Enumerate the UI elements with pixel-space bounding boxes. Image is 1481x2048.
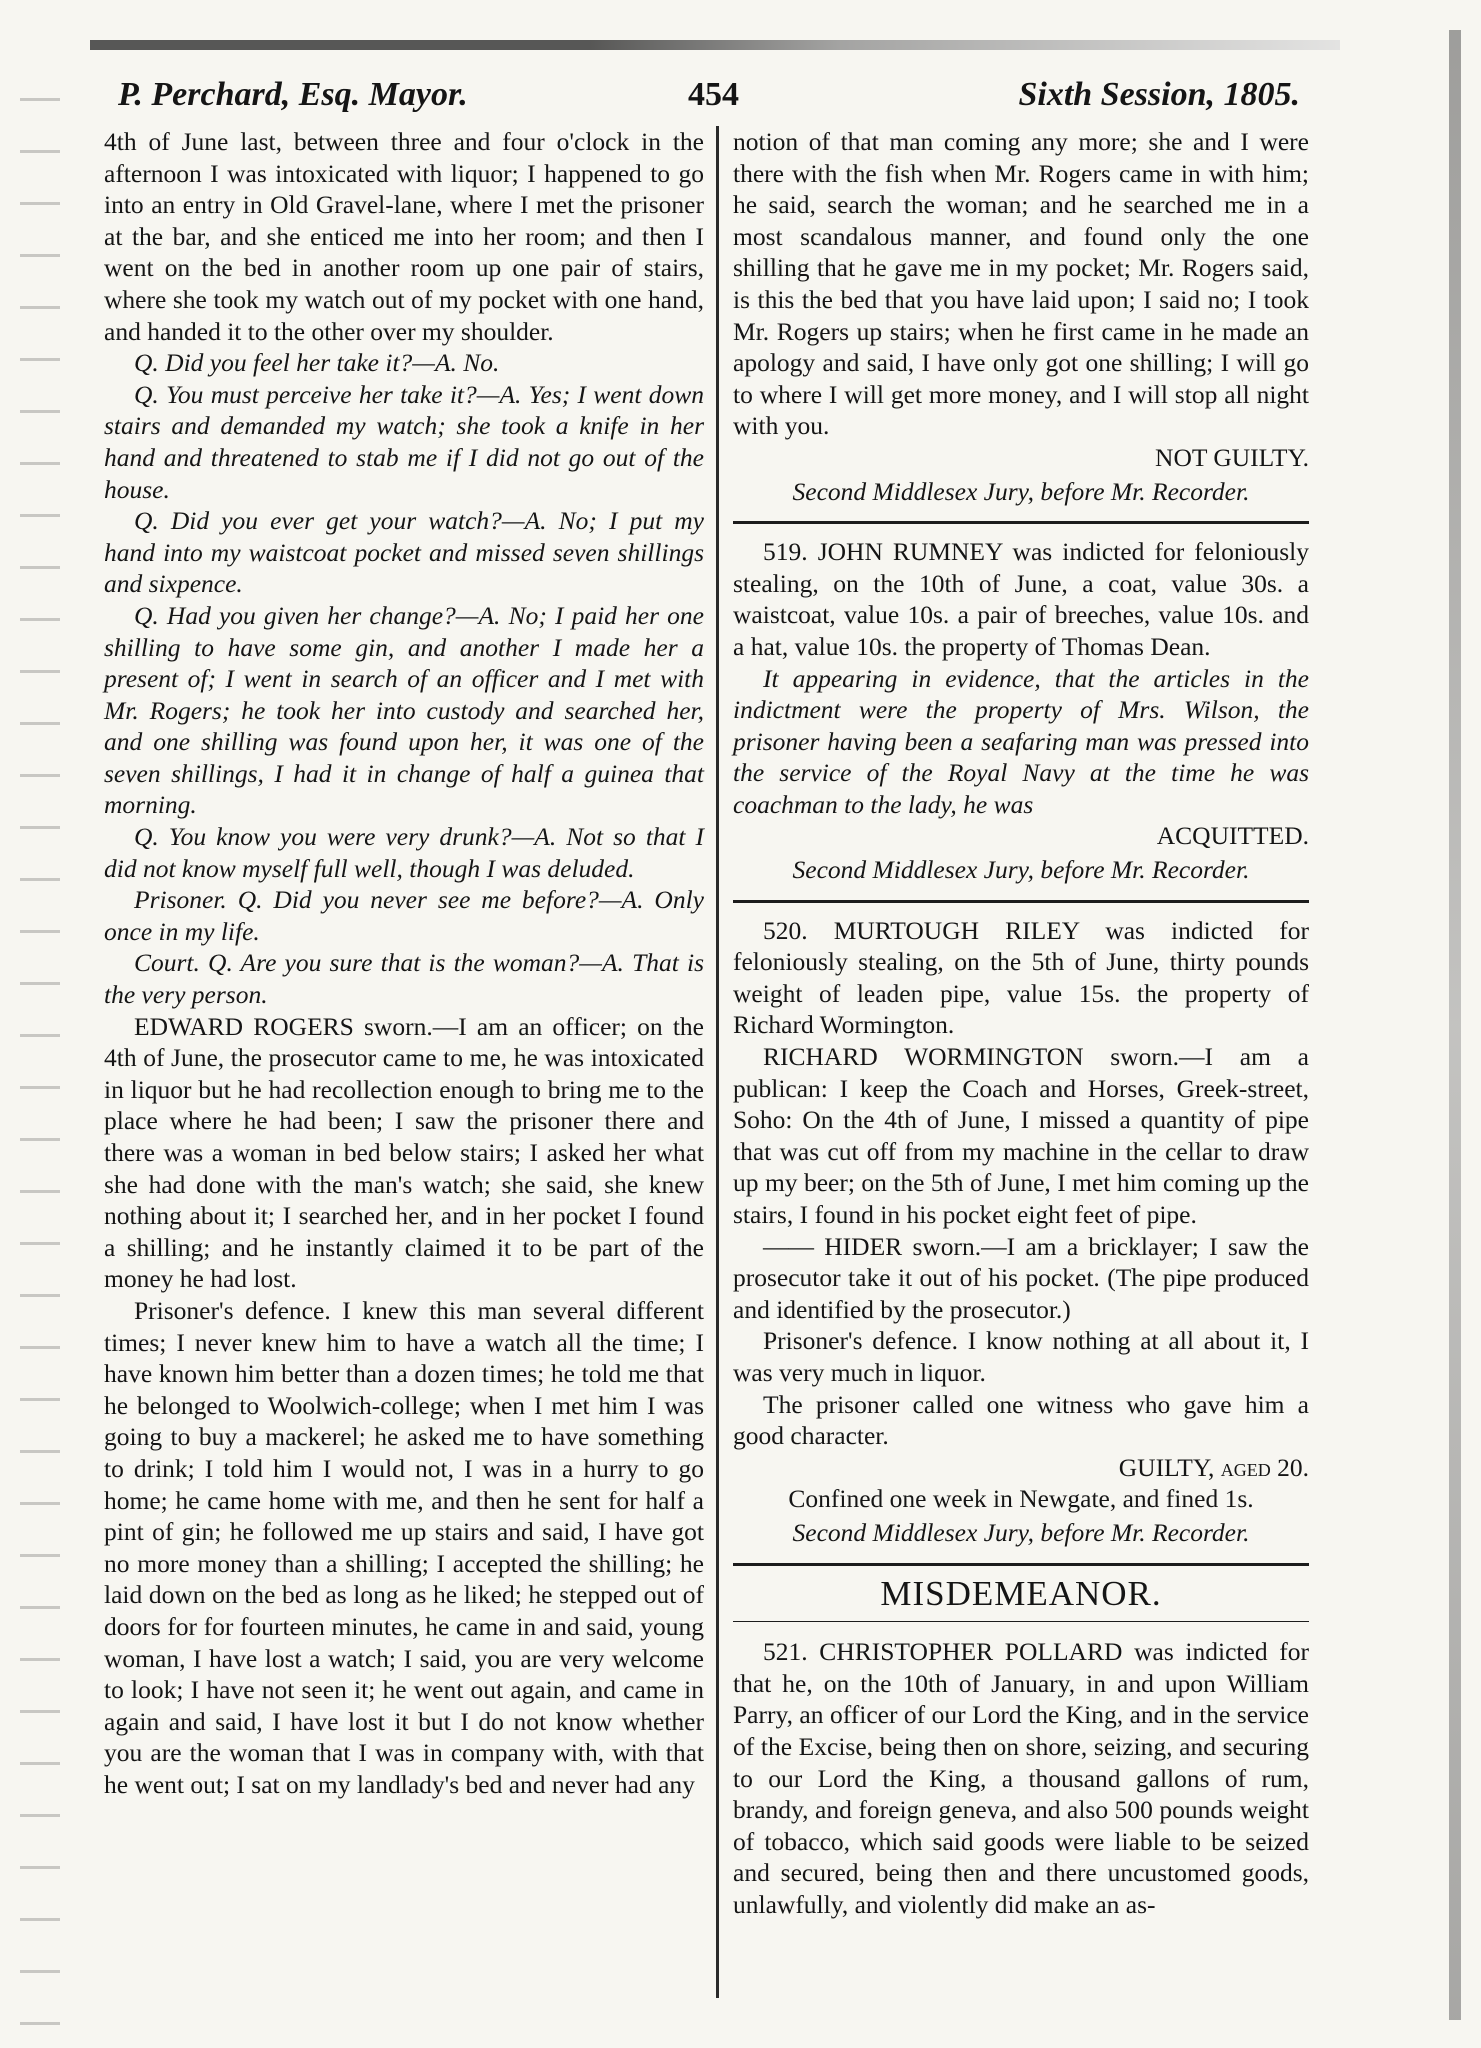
jury-line: Second Middlesex Jury, before Mr. Recorder. bbox=[792, 1517, 1250, 1547]
jury-line: Second Middlesex Jury, before Mr. Recorder. bbox=[792, 476, 1250, 506]
prisoner-defence: Prisoner's defence. I knew this man several different times; I never knew him to have a watch all the time; I have known him better than a dozen times; he told me that he belonged to Woolwich-college; when I met him I was going to buy a mackerel; he asked me to have something to drink; I told him I would not, I was in a hurry to go home; he came home with me, and then he sent for half a pint of gin; he followed me up stairs and said, I have got no more money than a shilling; I accepted the shilling; he laid down on the bed as long as he liked; he stepped out of doors for for fourteen minutes, he came in and said, young woman, I have lost a watch; I said, you are very welcome to look; I have not seen it; he went out again, and came in again and said, I have lost it but I do not know whether you are the woman that I was in company with, with that he went out; I sat on my landlady's bed and never had any bbox=[104, 1295, 704, 1799]
question-answer: Q. You must perceive her take it?—A. Yes; I went down stairs and demanded my watch; she took a knife in her hand and threatened to stab me if I did not go out of the house. bbox=[104, 379, 704, 504]
scan-edge-left bbox=[20, 70, 60, 2030]
verdict-text: GUILTY, aged 20. bbox=[1118, 1452, 1309, 1482]
scan-edge-right bbox=[1449, 30, 1461, 2020]
case-indictment-519: 519. JOHN RUMNEY was indicted for feloniously stealing, on the 10th of June, a coat, value 30s. a waistcoat, value 10s. a pair of breeches, value 10s. and a hat, value 10s. the property of Thomas Dean. bbox=[733, 537, 1309, 661]
question-answer: Prisoner. Q. Did you never see me before?—A. Only once in my life. bbox=[104, 885, 704, 946]
running-head-right: Sixth Session, 1805. bbox=[1018, 76, 1300, 113]
jury-line: Second Middlesex Jury, before Mr. Recorder. bbox=[792, 855, 1250, 885]
case-separator bbox=[733, 900, 1309, 903]
verdict bbox=[733, 820, 1309, 852]
verdict-text: ACQUITTED. bbox=[1156, 821, 1309, 851]
verdict bbox=[733, 1452, 1309, 1484]
page-header bbox=[118, 68, 1300, 124]
question-answer: Court. Q. Are you sure that is the woman?—A. That is the very person. bbox=[104, 948, 704, 1010]
prisoner-defence: Prisoner's defence. I know nothing at all about it, I was very much in liquor. bbox=[733, 1326, 1309, 1387]
question-answer: Q. You know you were very drunk?—A. Not so that I did not know myself full well, though I was deluded. bbox=[104, 822, 704, 883]
section-separator bbox=[733, 1563, 1309, 1566]
column-divider bbox=[716, 126, 719, 1998]
right-column bbox=[733, 126, 1309, 1920]
running-head-left: P. Perchard, Esq. Mayor. bbox=[118, 76, 468, 113]
testimony-paragraph: 4th of June last, between three and four o'clock in the afternoon I was intoxicated with liquor; I happened to go into an entry in Old Gravel-lane, where I met the prisoner at the bar, and she enticed me into her room; and then I went on the bed in another room up one pair of stairs, where she took my watch out of my pocket with one hand, and handed it to the other over my shoulder. bbox=[104, 127, 704, 346]
witness-testimony: EDWARD ROGERS sworn.—I am an officer; on the 4th of June, the prosecutor came to me, he was intoxicated in liquor but he had recollection enough to bring me to the place where he had been; I saw the prisoner there and there was a woman in bed below stairs; I asked her what she had done with the man's watch; she said, she knew nothing about it; I searched her, and in her pocket I found a shilling; and he instantly claimed it to be part of the money he had lost. bbox=[104, 1011, 704, 1294]
case-separator bbox=[733, 521, 1309, 524]
case-indictment-521: 521. CHRISTOPHER POLLARD was indicted for that he, on the 10th of January, in and upon William Parry, an officer of our Lord the King, and in the service of the Excise, being then on shore, seizing, and securing to our Lord the King, a thousand gallons of rum, brandy, and foreign geneva, and also 500 pounds weight of tobacco, which said goods were liable to be seized and secured, being then and there uncustomed goods, unlawfully, and violently did make an as- bbox=[733, 1637, 1309, 1919]
character-witness: The prisoner called one witness who gave him a good character. bbox=[733, 1389, 1309, 1451]
verdict-text: NOT GUILTY. bbox=[1155, 442, 1309, 472]
left-column bbox=[104, 126, 704, 1800]
sentence: Confined one week in Newgate, and fined 1s. bbox=[788, 1484, 1254, 1514]
scan-edge-top bbox=[90, 40, 1340, 50]
verdict bbox=[733, 442, 1309, 474]
witness-testimony: RICHARD WORMINGTON sworn.—I am a publican: I keep the Coach and Horses, Greek-street, Soho: On the 4th of June, I missed a quantity of pipe that was cut off from my machine in the cellar to draw up my beer; on the 5th of June, I met him coming up the stairs, I found in his pocket eight feet of pipe. bbox=[733, 1042, 1309, 1229]
question-answer: Q. Did you ever get your watch?—A. No; I put my hand into my waistcoat pocket and missed seven shillings and sixpence. bbox=[104, 506, 704, 599]
page-number: 454 bbox=[688, 76, 739, 113]
witness-testimony: —— HIDER sworn.—I am a bricklayer; I saw the prosecutor take it out of his pocket. (The pipe produced and identified by the prosecutor.) bbox=[733, 1231, 1309, 1324]
question-answer: Q. Had you given her change?—A. No; I paid her one shilling to have some gin, and another I made her a present of; I went in search of an officer and I met with Mr. Rogers; he took her into custody and searched her, and one shilling was found upon her, it was one of the seven shillings, I had it in change of half a guinea that morning. bbox=[104, 600, 704, 820]
question-answer: Q. Did you feel her take it?—A. No. bbox=[134, 348, 500, 378]
case-indictment-520: 520. MURTOUGH RILEY was indicted for feloniously stealing, on the 5th of June, thirty pounds weight of leaden pipe, value 15s. the property of Richard Wormington. bbox=[733, 915, 1309, 1040]
continuation-paragraph: notion of that man coming any more; she and I were there with the fish when Mr. Rogers came in with him; he said, search the woman; and he searched me in a most scandalous manner, and found only the one shilling that he gave me in my pocket; Mr. Rogers said, is this the bed that you have laid upon; I said no; I took Mr. Rogers up stairs; when he first came in he made an apology and said, I have only got one shilling; I will go to where I will get more money, and I will stop all night with you. bbox=[733, 127, 1309, 441]
case-evidence-519: It appearing in evidence, that the articles in the indictment were the property of Mrs. Wilson, the prisoner having been a seafaring man was pressed into the service of the Royal Navy at the time he was coachman to the lady, he was bbox=[733, 663, 1309, 819]
section-heading: MISDEMEANOR. bbox=[880, 1573, 1162, 1613]
section-underline bbox=[733, 1621, 1309, 1622]
